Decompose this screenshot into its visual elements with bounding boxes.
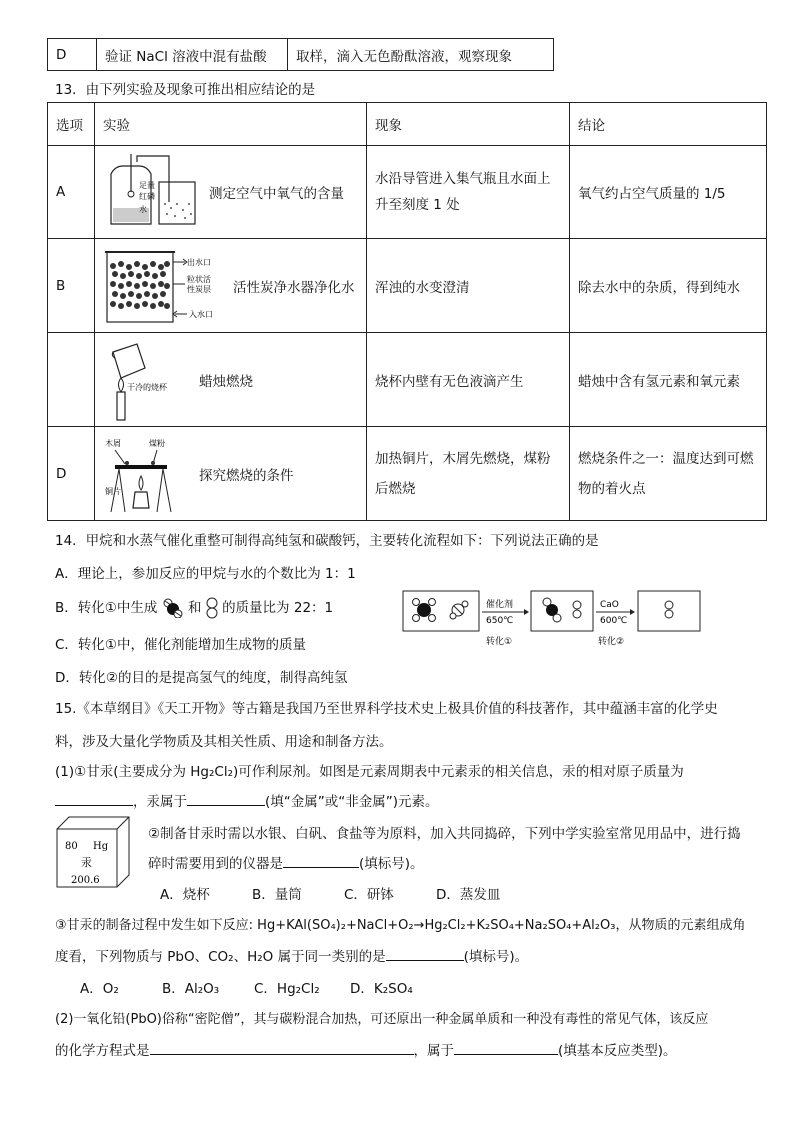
q15-part1: (1)①甘汞(主要成分为 Hg₂Cl₂)可作利尿剂。如图是元素周期表中元素汞的相关信息，汞的相对原子质量为 — [55, 764, 684, 780]
q14-flow-diagram — [402, 590, 712, 648]
combustion-conditions-figure — [103, 432, 183, 516]
element-name: 汞 — [81, 856, 92, 869]
flow-step2-label: 转化② — [598, 637, 625, 647]
top-row-table — [47, 38, 554, 71]
fig-label-outlet: 出水口 — [187, 257, 211, 267]
q15-part1b-post: (填“金属”或“非金属”)元素。 — [265, 794, 439, 810]
answer-blank-metal-type[interactable] — [187, 791, 265, 806]
instrument-option-a[interactable]: A．烧杯 — [160, 887, 210, 903]
q14-option-c: C．转化①中，催化剂能增加生成物的质量 — [55, 637, 307, 653]
q14-option-b — [55, 596, 333, 619]
fig-label-water: 水 — [139, 205, 147, 214]
flow-step1-label: 转化① — [486, 637, 513, 647]
q14-title: 14．甲烷和水蒸气催化重整可制得高纯氢和碳酸钙，主要转化流程如下：下列说法正确的是 — [55, 533, 599, 549]
h2-molecule-icon — [206, 597, 218, 619]
carbon-water-purifier-figure — [103, 244, 221, 328]
h2o-molecule-icon — [450, 601, 468, 619]
substance-option-a[interactable]: A．O₂ — [80, 981, 119, 997]
answer-blank-atomic-mass[interactable] — [55, 791, 133, 806]
flow-reagent-label: CaO — [600, 600, 619, 610]
q15-part3b — [55, 945, 528, 965]
row-b-phenomenon: 浑浊的水变澄清 — [367, 239, 570, 333]
instrument-option-c[interactable]: C．研钵 — [344, 887, 394, 903]
candle-burning-figure — [103, 338, 183, 422]
top-row-method: 取样，滴入无色酚酞溶液，观察现象 — [288, 39, 554, 71]
fig-label-copper: 铜片 — [105, 486, 121, 496]
answer-blank-instrument[interactable] — [283, 853, 359, 868]
answer-blank-equation[interactable] — [150, 1040, 414, 1055]
row-c-phenomenon: 烧杯内壁有无色液滴产生 — [367, 333, 570, 427]
row-d-experiment-cell — [95, 427, 367, 521]
row-c-conclusion: 蜡烛中含有氢元素和氧元素 — [570, 333, 767, 427]
row-a-option: A — [48, 146, 95, 239]
q15-part2b — [148, 852, 424, 872]
h2-molecule-icon — [665, 601, 673, 618]
q14-option-d: D．转化②的目的是提高氢气的纯度，制得高纯氢 — [55, 670, 348, 686]
q14-option-b-mid: 和 — [187, 600, 202, 616]
q15-part1-answer-line — [55, 790, 439, 810]
q15-intro-line2: 料，涉及大量化学物质及其相关性质、用途和制备方法。 — [55, 734, 393, 750]
row-a-conclusion: 氧气约占空气质量的 1/5 — [570, 146, 767, 239]
header-option: 选项 — [48, 103, 95, 146]
fig-label-inlet: 入水口 — [189, 309, 213, 319]
instrument-option-b[interactable]: B．量筒 — [252, 887, 302, 903]
h2-molecule-icon — [573, 601, 581, 618]
q15-part3-options — [80, 977, 413, 997]
fig-label-carbon-2: 性炭层 — [187, 284, 211, 294]
fig-label-honglin: 红磷 — [139, 192, 155, 201]
instrument-option-d[interactable]: D．蒸发皿 — [436, 887, 501, 903]
fig-label-zuliang: 足量 — [139, 181, 155, 190]
q15-part2b-post: (填标号)。 — [359, 856, 424, 872]
header-experiment: 实验 — [95, 103, 367, 146]
top-row-experiment: 验证 NaCl 溶液中混有盐酸 — [97, 39, 288, 71]
q15-part3b-text: 度看，下列物质与 PbO、CO₂、H₂O 属于同一类别的是 — [55, 949, 386, 965]
row-c-experiment-cell — [95, 333, 367, 427]
q15-part2b-text: 碎时需要用到的仪器是 — [148, 856, 283, 872]
row-b-conclusion: 除去水中的杂质，得到纯水 — [570, 239, 767, 333]
q15-part2a: ②制备甘汞时需以水银、白矾、食盐等为原料，加入共同捣碎，下列中学实验室常见用品中，进行捣 — [148, 826, 741, 842]
q15-part4b-mid: ，属于 — [413, 1043, 454, 1059]
q13-title: 13．由下列实验及现象可推出相应结论的是 — [55, 82, 316, 98]
flow-temp2-label: 600℃ — [600, 616, 628, 626]
row-c-option — [48, 333, 95, 427]
ch4-molecule-icon — [413, 599, 436, 622]
row-d-conclusion: 燃烧条件之一：温度达到可燃物的着火点 — [570, 427, 767, 521]
element-number: 80 — [65, 841, 78, 852]
q15-part3a: ③甘汞的制备过程中发生如下反应: Hg+KAl(SO₄)₂+NaCl+O₂→Hg₂Cl₂+K₂SO₄+Na₂SO₄+Al₂O₃，从物质的元素组成角 — [55, 918, 746, 933]
flow-catalyst-label: 催化剂 — [486, 600, 514, 610]
q15-part4b-text: 的化学方程式是 — [55, 1043, 150, 1059]
row-b-option: B — [48, 239, 95, 333]
top-row-option: D — [48, 39, 97, 71]
q14-option-b-pre: B．转化①中生成 — [55, 600, 158, 616]
row-b-experiment-cell — [95, 239, 367, 333]
fig-label-coal: 煤粉 — [149, 438, 165, 448]
q14-option-b-post: 的质量比为 22：1 — [222, 600, 334, 616]
header-conclusion: 结论 — [570, 103, 767, 146]
q15-part2-options — [160, 883, 500, 903]
mercury-element-tile — [55, 815, 131, 891]
co2-molecule-icon — [162, 598, 184, 618]
fig-label-cold-beaker: 干冷的烧杯 — [127, 382, 167, 392]
substance-option-b[interactable]: B．Al₂O₃ — [162, 981, 220, 997]
fig-label-carbon-1: 粒状活 — [187, 274, 211, 284]
row-a-experiment: 测定空气中氧气的含量 — [209, 186, 344, 202]
q15-part4b — [55, 1039, 677, 1059]
row-d-phenomenon: 加热铜片，木屑先燃烧，煤粉后燃烧 — [367, 427, 570, 521]
element-symbol: Hg — [93, 841, 109, 852]
q15-part3b-post: (填标号)。 — [463, 949, 529, 965]
answer-blank-category[interactable] — [386, 946, 464, 961]
substance-option-d[interactable]: D．K₂SO₄ — [350, 981, 413, 997]
row-d-option: D — [48, 427, 95, 521]
q13-table — [47, 102, 767, 521]
co2-molecule-icon — [543, 598, 561, 622]
row-c-experiment: 蜡烛燃烧 — [199, 373, 253, 390]
q15-part4b-post: (填基本反应类型)。 — [558, 1043, 677, 1059]
flow-temp1-label: 650℃ — [486, 616, 514, 626]
element-mass: 200.6 — [71, 875, 100, 886]
row-a-experiment-cell — [95, 146, 367, 239]
oxygen-measurement-apparatus-figure — [103, 152, 199, 232]
q15-part1b-pre: ，汞属于 — [133, 794, 187, 810]
q15-part4a: (2)一氧化铅(PbO)俗称“密陀僧”，其与碳粉混合加热，可还原出一种金属单质和一种没有毒性的常见气体，该反应 — [55, 1012, 709, 1027]
q15-intro-line1: 15.《本草纲目》《天工开物》等古籍是我国乃至世界科学技术史上极具价值的科技著作，其中蕴涵丰富的化学史 — [55, 701, 718, 717]
row-b-experiment: 活性炭净水器净化水 — [233, 279, 355, 296]
q14-option-a: A．理论上，参加反应的甲烷与水的个数比为 1：1 — [55, 566, 356, 582]
answer-blank-reaction-type[interactable] — [454, 1040, 558, 1055]
header-phenomenon: 现象 — [367, 103, 570, 146]
row-d-experiment: 探究燃烧的条件 — [199, 467, 294, 484]
fig-label-sawdust: 木屑 — [105, 438, 121, 448]
row-a-phenomenon: 水沿导管进入集气瓶且水面上升至刻度 1 处 — [367, 146, 570, 239]
substance-option-c[interactable]: C．Hg₂Cl₂ — [254, 981, 320, 997]
